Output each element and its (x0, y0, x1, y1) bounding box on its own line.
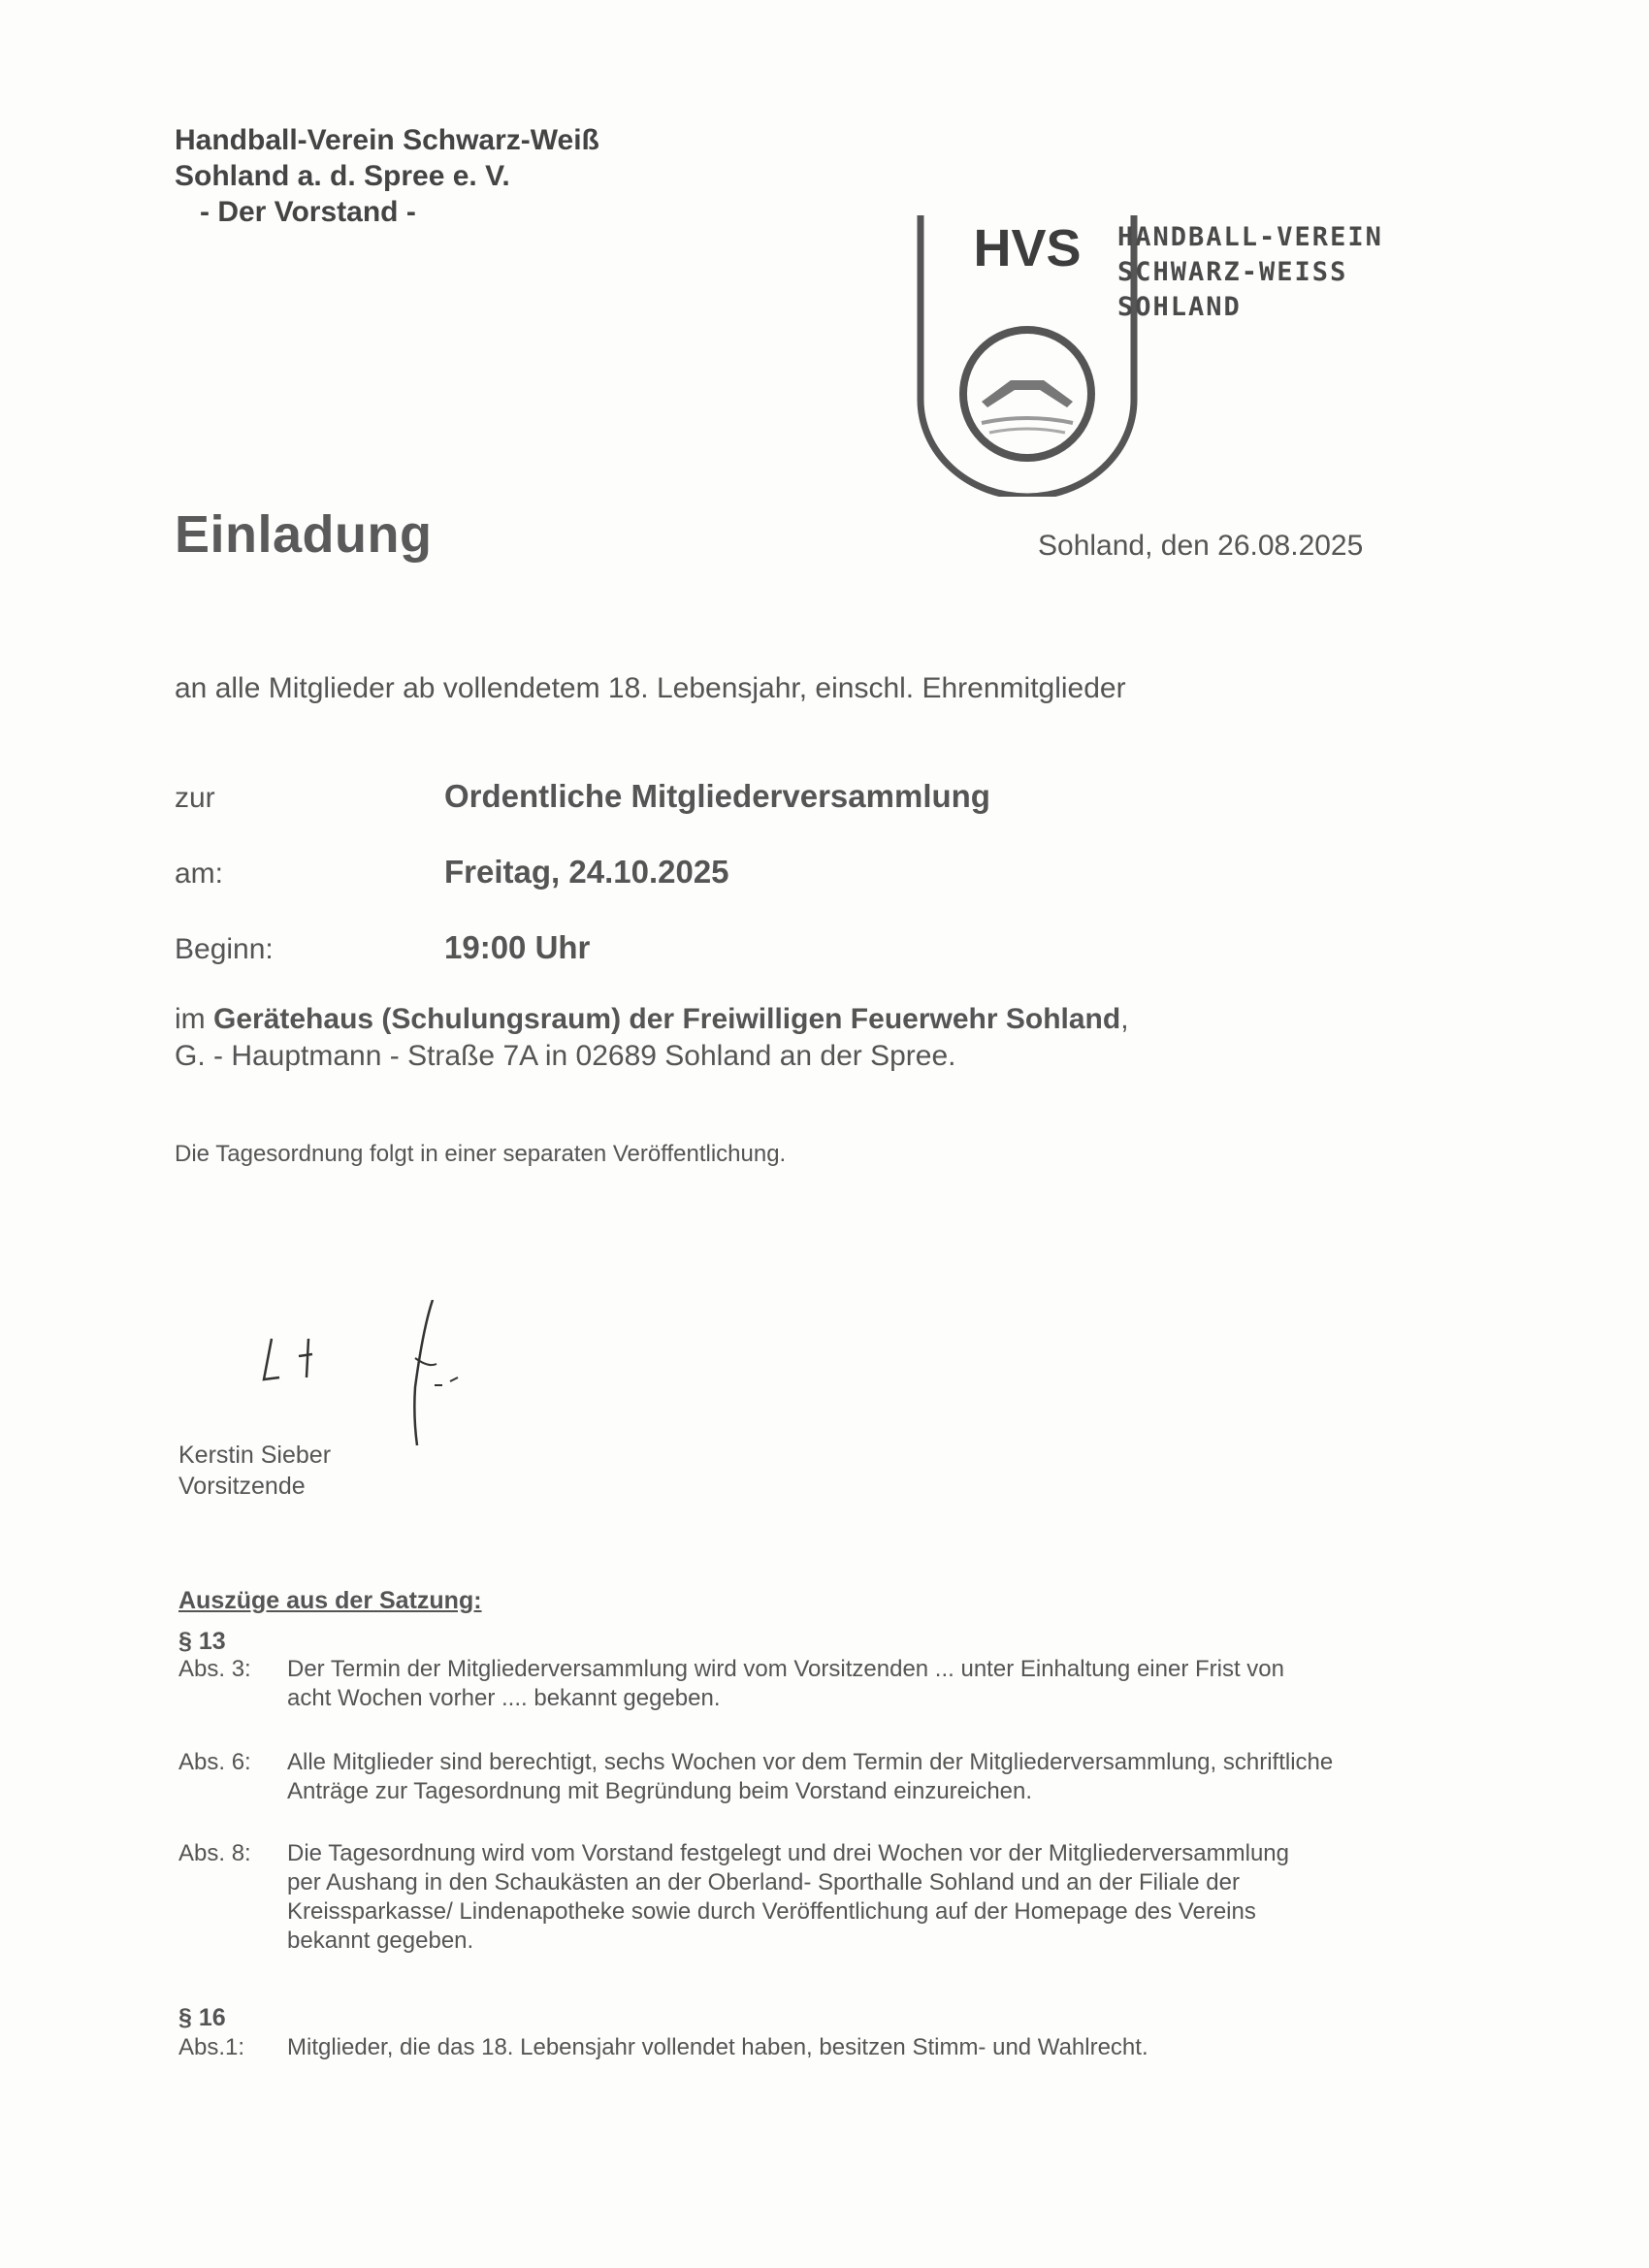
venue-block (175, 1001, 1129, 1075)
paragraph-16-heading: § 16 (178, 2004, 226, 2031)
detail-label-start: Beginn: (175, 933, 274, 965)
detail-label-event: zur (175, 782, 215, 814)
statute-item-label: Abs. 3: (178, 1656, 251, 1682)
venue-name: Gerätehaus (Schulungsraum) der Freiwilligen Feuerwehr Sohland (213, 1003, 1121, 1035)
logo-text-line2: SCHWARZ-WEISS (1117, 257, 1348, 287)
statute-item-text: Mitglieder, die das 18. Lebensjahr vollendet haben, besitzen Stimm- und Wahlrecht. (287, 2034, 1148, 2060)
sender-location: Sohland a. d. Spree e. V. (175, 160, 510, 192)
sender-name: Handball-Verein Schwarz-Weiß (175, 124, 599, 156)
sender-department: - Der Vorstand - (200, 196, 416, 228)
statute-item-label: Abs. 8: (178, 1840, 251, 1866)
venue-address: G. - Hauptmann - Straße 7A in 02689 Sohland an der Spree. (175, 1040, 956, 1072)
statutes-heading: Auszüge aus der Satzung: (178, 1587, 482, 1614)
statute-item-text: Alle Mitglieder sind berechtigt, sechs Wochen vor dem Termin der Mitgliederversammlung, schriftliche Anträge zur Tagesordnung mit Begründung beim Vorstand einzureichen. (287, 1749, 1334, 1804)
signer-name: Kerstin Sieber (178, 1442, 332, 1469)
recipients-line: an alle Mitglieder ab vollendetem 18. Lebensjahr, einschl. Ehrenmitglieder (175, 672, 1126, 704)
logo-text-line1: HANDBALL-VEREIN (1117, 222, 1383, 252)
statute-item-text: Die Tagesordnung wird vom Vorstand festgelegt und drei Wochen vor der Mitgliederversammlung per Aushang in den Schaukästen an der Oberland- Sporthalle Sohland und an der Filiale der Kreissparkasse/ Lindenapotheke sowie durch Veröffentlichung auf der Homepage des Vereins bekannt gegeben. (287, 1840, 1289, 1954)
detail-value-date: Freitag, 24.10.2025 (444, 854, 729, 890)
detail-value-event: Ordentliche Mitgliederversammlung (444, 778, 990, 814)
logo-abbr: HVS (973, 219, 1082, 277)
venue-line1: im Gerätehaus (Schulungsraum) der Freiwilligen Feuerwehr Sohland, (175, 1003, 1129, 1035)
detail-label-date: am: (175, 858, 224, 890)
sender-block (175, 122, 599, 230)
document-date: Sohland, den 26.08.2025 (1038, 530, 1364, 562)
statute-item-label: Abs.1: (178, 2034, 245, 2060)
paragraph-13-heading: § 13 (178, 1628, 226, 1655)
logo-text-line3: SOHLAND (1117, 292, 1242, 322)
document-title: Einladung (175, 505, 433, 564)
statute-item-text: Der Termin der Mitgliederversammlung wird vom Vorsitzenden ... unter Einhaltung einer Frist von acht Wochen vorher .... bekannt gegeben. (287, 1656, 1284, 1711)
logo-text (1117, 220, 1383, 325)
detail-value-start: 19:00 Uhr (444, 929, 591, 965)
statute-item-label: Abs. 6: (178, 1749, 251, 1775)
agenda-note: Die Tagesordnung folgt in einer separaten Veröffentlichung. (175, 1141, 787, 1167)
signer-block (178, 1440, 331, 1502)
handwritten-signature (242, 1300, 495, 1455)
signer-role: Vorsitzende (178, 1473, 306, 1500)
